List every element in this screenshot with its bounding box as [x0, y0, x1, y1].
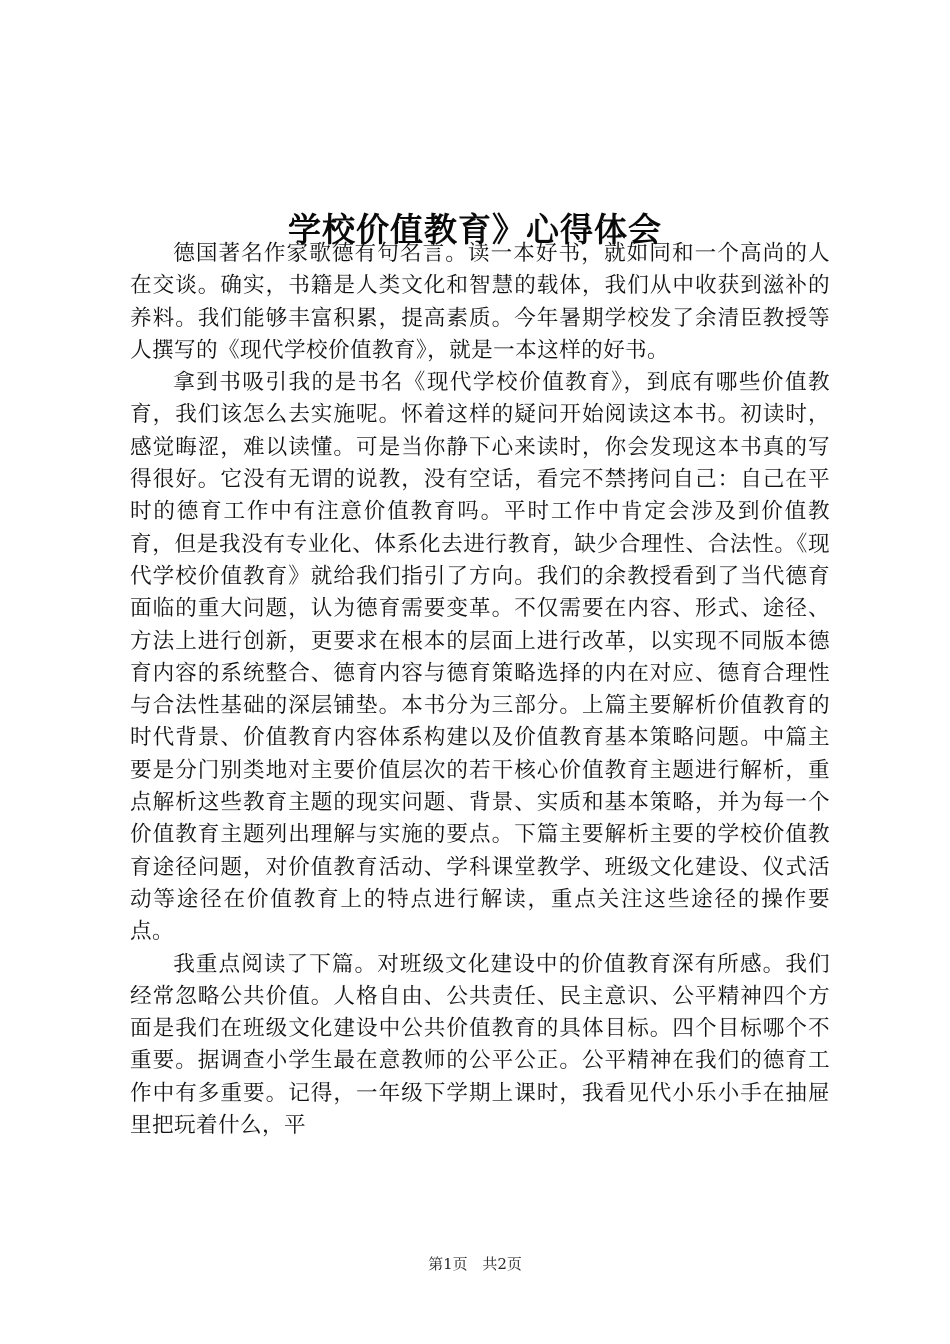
page-total: 共2页: [482, 1255, 522, 1273]
page-number: 第1页: [428, 1255, 468, 1273]
body-paragraph-3: 我重点阅读了下篇。对班级文化建设中的价值教育深有所感。我们经常忽略公共价值。人格自由、公共责任、民主意识、公平精神四个方面是我们在班级文化建设中公共价值教育的具体目标。四个目标哪个不重要。据调查小学生最在意教师的公平公正。公平精神在我们的德育工作中有多重要。记得，一年级下学期上课时，我看见代小乐小手在抽屉里把玩着什么，平: [130, 951, 830, 1139]
body-paragraph-2: 拿到书吸引我的是书名《现代学校价值教育》，到底有哪些价值教育，我们该怎么去实施呢。怀着这样的疑问开始阅读这本书。初读时，感觉晦涩，难以读懂。可是当你静下心来读时，你会发现这本书真的写得很好。它没有无谓的说教，没有空话，看完不禁拷问自己：自己在平时的德育工作中有注意价值教育吗。平时工作中肯定会涉及到价值教育，但是我没有专业化、体系化去进行教育，缺少合理性、合法性。《现代学校价值教育》就给我们指引了方向。我们的余教授看到了当代德育面临的重大问题，认为德育需要变革。不仅需要在内容、形式、途径、方法上进行创新，更要求在根本的层面上进行改革，以实现不同版本德育内容的系统整合、德育内容与德育策略选择的内在对应、德育合理性与合法性基础的深层铺垫。本书分为三部分。上篇主要解析价值教育的时代背景、价值教育内容体系构建以及价值教育基本策略问题。中篇主要是分门别类地对主要价值层次的若干核心价值教育主题进行解析，重点解析这些教育主题的现实问题、背景、实质和基本策略，并为每一个价值教育主题列出理解与实施的要点。下篇主要解析主要的学校价值教育途径问题，对价值教育活动、学科课堂教学、班级文化建设、仪式活动等途径在价值教育上的特点进行解读，重点关注这些途径的操作要点。: [130, 370, 830, 945]
document-body: [130, 238, 830, 1142]
document-title: 学校价值教育》心得体会: [288, 210, 662, 250]
body-paragraph-1: 德国著名作家歌德有句名言。读一本好书，就如同和一个高尚的人在交谈。确实，书籍是人类文化和智慧的载体，我们从中收获到滋补的养料。我们能够丰富积累，提高素质。今年暑期学校发了余清臣教授等人撰写的《现代学校价值教育》，就是一本这样的好书。: [130, 241, 830, 363]
page-footer: [0, 1254, 950, 1274]
